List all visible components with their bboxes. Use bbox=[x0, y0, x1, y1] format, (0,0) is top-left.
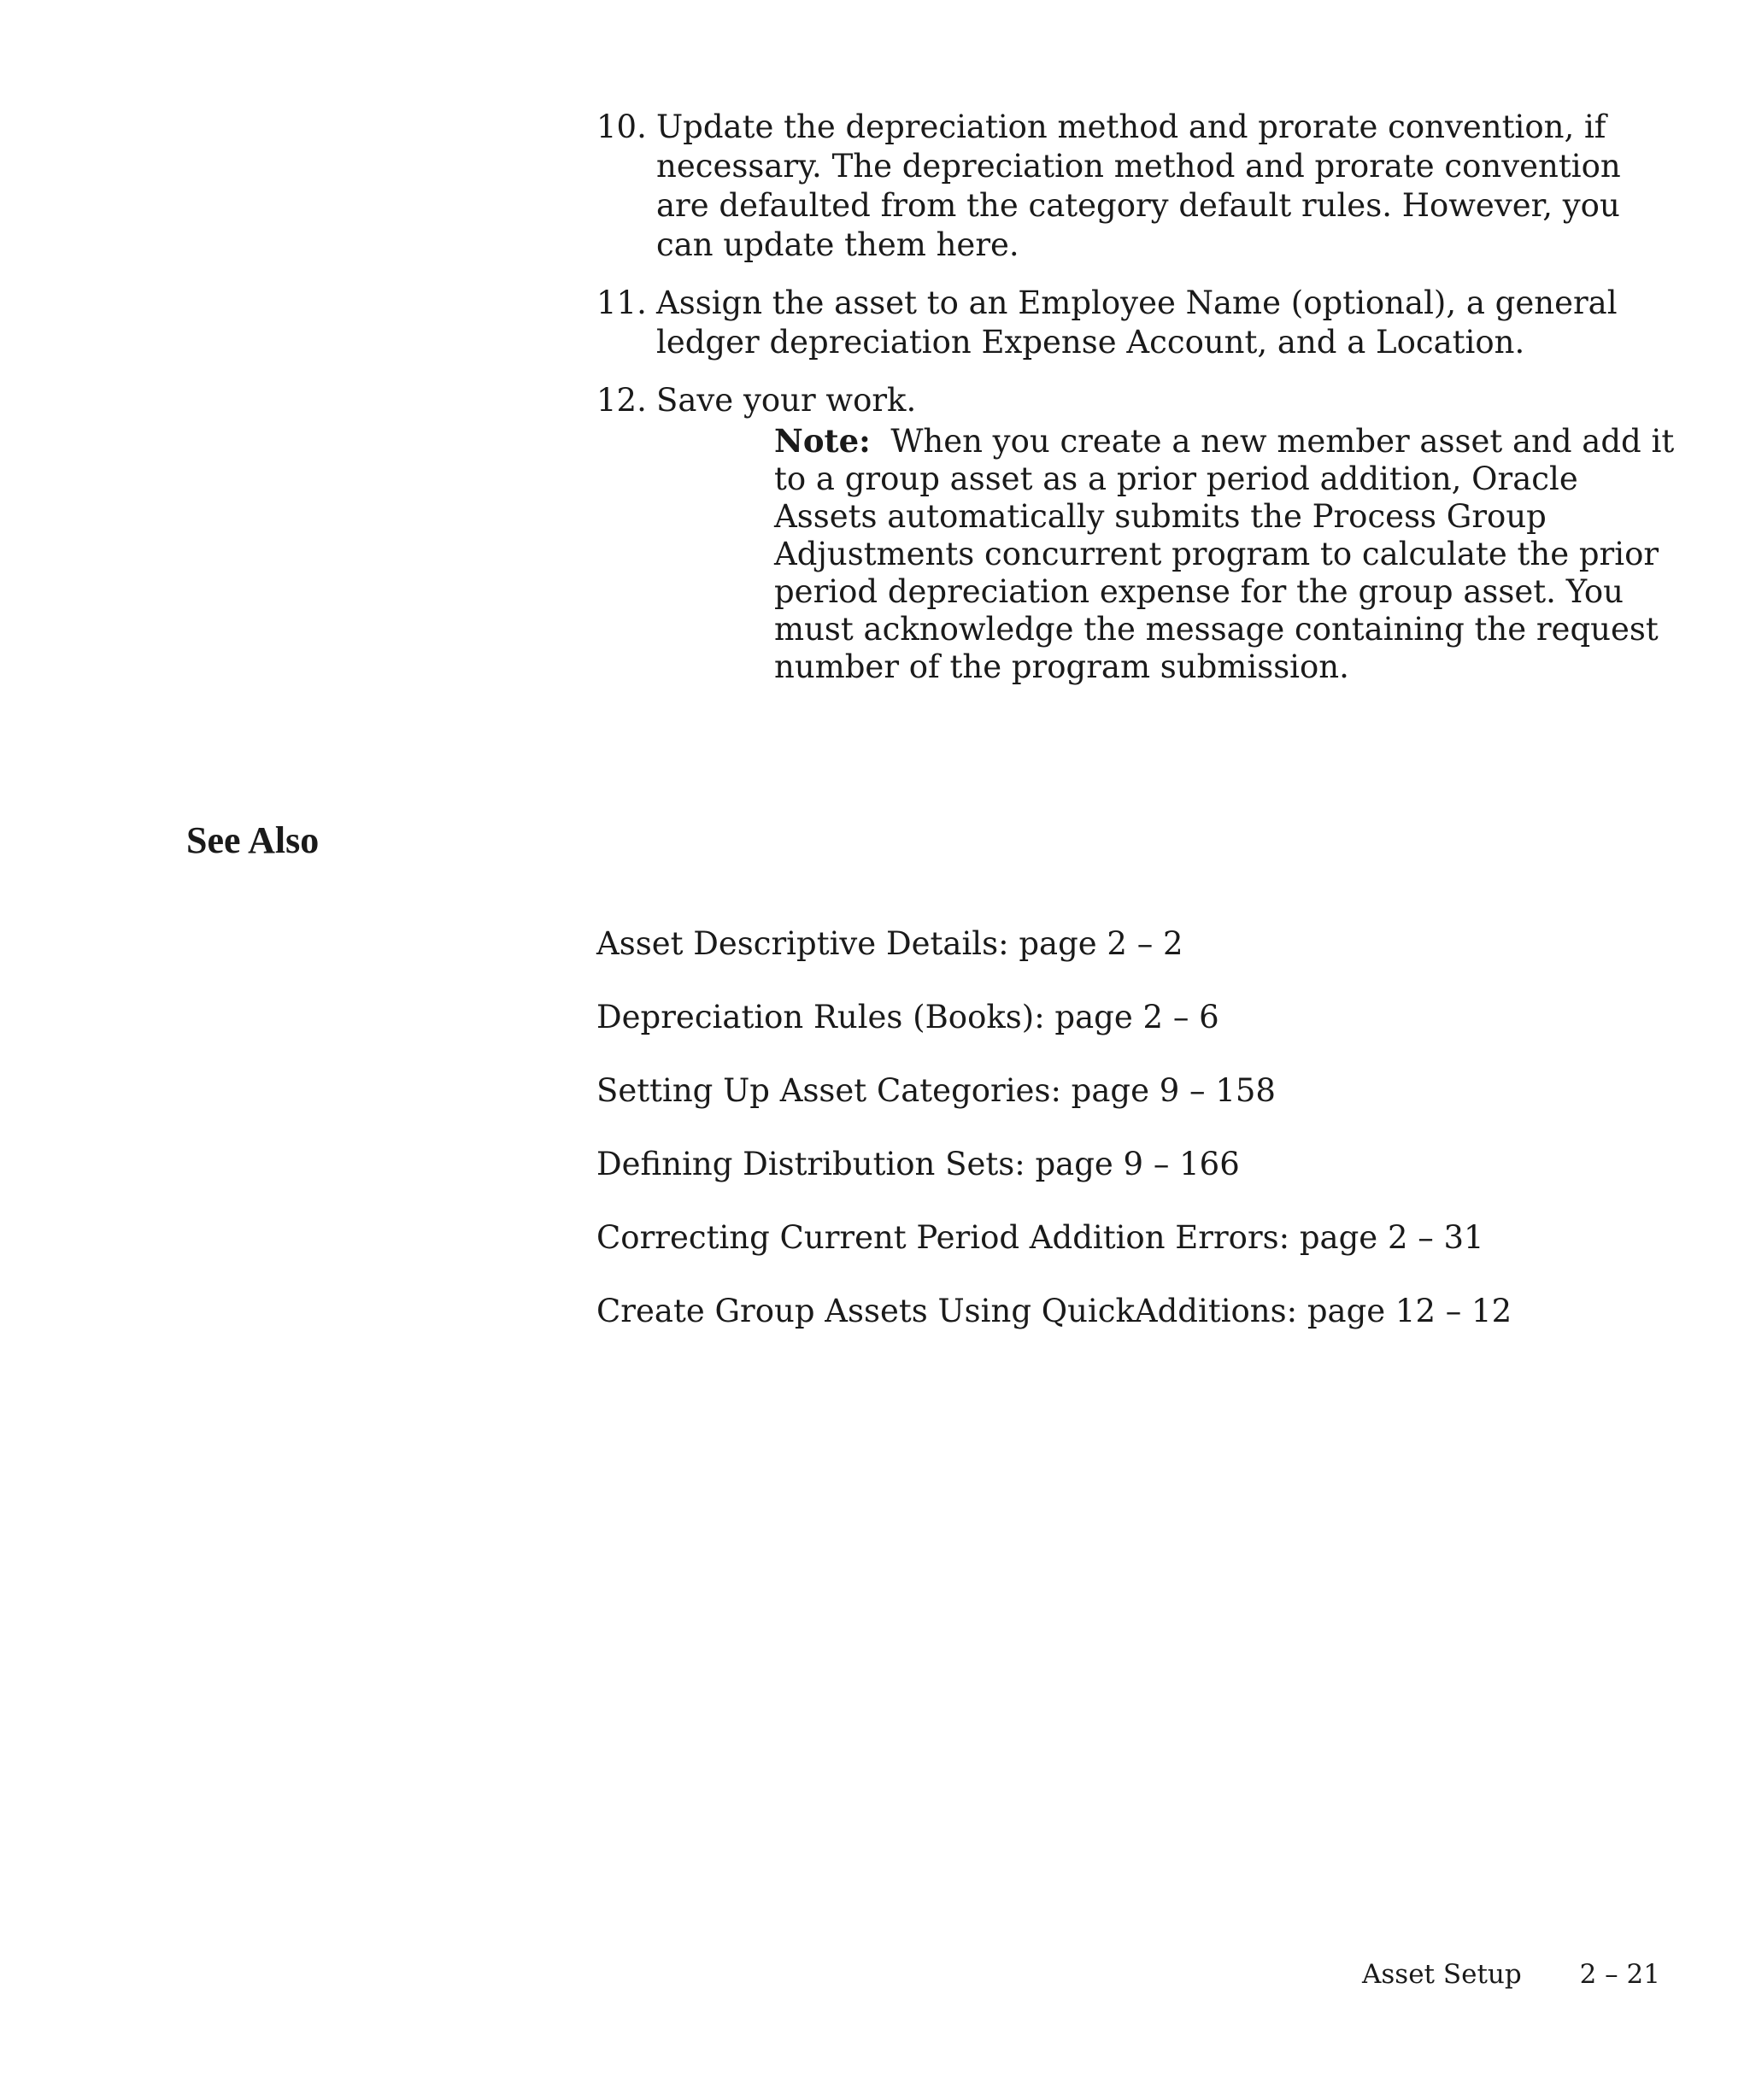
step-number: 12. bbox=[596, 382, 647, 419]
step-10 bbox=[596, 108, 1647, 265]
footer-section-title: Asset Setup bbox=[1362, 1959, 1522, 1990]
step-12 bbox=[596, 381, 1675, 686]
see-also-link-distribution-sets[interactable]: Defining Distribution Sets: page 9 – 166 bbox=[596, 1146, 1240, 1182]
step-11 bbox=[596, 284, 1647, 362]
note-block bbox=[774, 422, 1688, 686]
step-number: 10. bbox=[596, 109, 647, 145]
note-label: Note: bbox=[774, 422, 871, 460]
step-text: Save your work. bbox=[656, 382, 917, 419]
page-number: 2 – 21 bbox=[1579, 1959, 1660, 1990]
note-text: When you create a new member asset and add it to a group asset as a prior period addition, Oracle Assets automatically submits the Process Group Adjustments concurrent program to calculate the prior period depreciation expense for the group asset. You must acknowledge the message containing the request number of the program submission. bbox=[774, 423, 1675, 685]
see-also-link-group-assets-quickadditions[interactable]: Create Group Assets Using QuickAdditions: page 12 – 12 bbox=[596, 1293, 1512, 1329]
see-also-link-asset-descriptive-details[interactable]: Asset Descriptive Details: page 2 – 2 bbox=[596, 925, 1183, 962]
see-also-link-asset-categories[interactable]: Setting Up Asset Categories: page 9 – 158 bbox=[596, 1072, 1276, 1109]
see-also-link-depreciation-rules[interactable]: Depreciation Rules (Books): page 2 – 6 bbox=[596, 999, 1219, 1035]
see-also-link-addition-errors[interactable]: Correcting Current Period Addition Errors: page 2 – 31 bbox=[596, 1219, 1484, 1256]
step-number: 11. bbox=[596, 284, 647, 321]
page-footer bbox=[1362, 1958, 1660, 1991]
see-also-list bbox=[596, 924, 1512, 1365]
step-text: Assign the asset to an Employee Name (optional), a general ledger depreciation Expense Account, and a Location. bbox=[656, 284, 1618, 361]
see-also-heading: See Also bbox=[186, 819, 320, 861]
procedure-steps bbox=[596, 108, 1675, 705]
step-text: Update the depreciation method and prorate convention, if necessary. The depreciation method and prorate convention are defaulted from the category default rules. However, you can update them here. bbox=[656, 109, 1621, 263]
